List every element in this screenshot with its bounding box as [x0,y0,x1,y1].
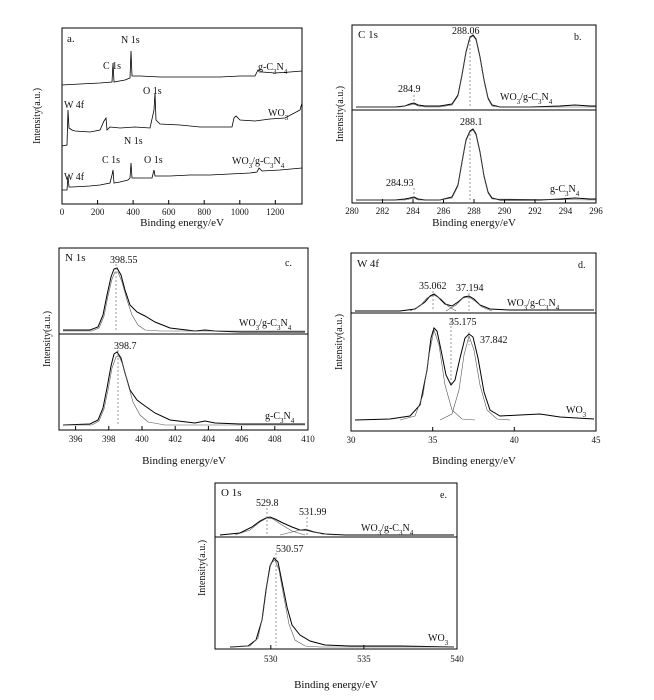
peak-label: 288.1 [460,117,483,128]
peak-label: 37.842 [480,335,508,346]
series-label-wo3-gc3n4: $WO_3/g-C_3N_4$ [500,92,553,106]
peak-label-c1s: C 1s [103,61,122,72]
panel-d-label: d. [578,260,586,271]
series-label-wo3: $WO_3$ [268,108,289,122]
peak-label: 398.7 [114,341,137,352]
panel-b-ticklabel: 288 [467,206,481,216]
panel-b-xticks [345,199,603,216]
peak-label: 529.8 [256,498,279,509]
panel-a-ticklabel: 0 [59,207,65,217]
panel-d-xticks [347,427,602,445]
panel-d-ylabel: Intensity(a.u.) [334,313,345,371]
panel-b-ylabel: Intensity(a.u.) [335,85,346,143]
peak-label-n1s: N 1s [124,136,143,147]
series-label-gc3n4: $g-C_3N_4$ [265,411,295,425]
panel-a-series-wo3 [62,93,302,146]
panel-b-element: C 1s [358,29,378,41]
panel-c-ticklabel: 410 [301,434,315,444]
peak-label: 398.55 [110,255,138,266]
panel-e-element: O 1s [221,487,242,499]
peak-label-w4f: W 4f [64,100,85,111]
panel-d-fit-wo3-2 [440,336,510,420]
peak-label-w4f: W 4f [64,172,85,183]
series-label-wo3-gc3n4: $WO_3/g-C_3N_4$ [361,523,414,537]
panel-b-fit-wo3-gc3n4 [356,36,596,107]
series-label-gc3n4: $g-C_3N_4$ [258,62,288,76]
panel-d-element: W 4f [357,258,380,270]
panel-b-ticklabel: 286 [436,206,451,216]
panel-d [334,253,601,467]
panel-a-ticklabel: 1000 [230,207,249,217]
panel-b-ticklabel: 284 [406,206,420,216]
panel-e [197,483,464,691]
panel-e-label: e. [440,490,447,501]
panel-d-series-wo3 [355,328,594,420]
panel-c-frame [59,248,308,430]
peak-label: 284.93 [386,178,414,189]
panel-a-xticks [60,200,285,217]
peak-label: 35.175 [449,317,477,328]
panel-e-xticks [264,645,464,664]
panel-d-ticklabel: 45 [591,435,601,445]
series-label-wo3-gc3n4: $WO_3/g-C_3N_4$ [239,318,292,332]
peak-label-o1s: O 1s [144,155,163,166]
panel-b-ticklabel: 292 [528,206,542,216]
panel-c-xticks [69,426,315,444]
series-label-wo3: $WO_3$ [566,405,587,419]
panel-e-series-wo3 [230,558,454,647]
panel-d-ticklabel: 35 [428,435,438,445]
series-label-gc3n4: $g-C_3N_4$ [550,184,580,198]
series-label-wo3: $WO_3$ [428,633,449,647]
peak-label: 35.062 [419,281,447,292]
panel-b-ticklabel: 294 [558,206,573,216]
panel-c-ylabel: Intensity(a.u.) [42,310,53,368]
panel-b-label: b. [574,32,582,43]
panel-b-ticklabel: 280 [345,206,359,216]
panel-c-element: N 1s [65,252,86,264]
panel-d-frame [351,253,596,431]
panel-a-series-wo3-gc3n4 [62,163,302,190]
panel-b-ticklabel: 282 [375,206,390,216]
panel-e-xlabel: Binding energy/eV [294,679,378,691]
panel-a-label: a. [67,33,75,45]
panel-b-ticklabel: 290 [497,206,512,216]
panel-c-label: c. [285,258,292,269]
peak-label-c1s: C 1s [102,155,121,166]
panel-a-ticklabel: 1200 [266,207,285,217]
panel-e-ticklabel: 530 [264,654,278,664]
peak-label: 288.06 [452,26,480,37]
peak-label-o1s: O 1s [143,86,162,97]
panel-a-ticklabel: 400 [126,207,140,217]
panel-e-frame [215,483,457,649]
panel-e-fit-wo3 [230,560,454,647]
panel-c-ticklabel: 398 [102,434,116,444]
peak-label: 531.99 [299,507,327,518]
panel-a-ticklabel: 200 [90,207,105,217]
panel-c-xlabel: Binding energy/eV [142,455,226,467]
panel-c-ticklabel: 406 [234,434,249,444]
peak-label-n1s: N 1s [121,35,140,46]
panel-b-ticklabel: 296 [589,206,603,216]
panel-c-ticklabel: 404 [201,434,216,444]
panel-b-frame [352,25,596,203]
panel-d-xlabel: Binding energy/eV [432,455,516,467]
panel-e-ylabel: Intensity(a.u.) [197,539,208,597]
panel-a-ylabel: Intensity(a.u.) [32,87,43,145]
panel-b-xlabel: Binding energy/eV [432,217,516,229]
panel-a [32,28,302,229]
panel-d-ticklabel: 40 [509,435,519,445]
series-label-wo3-gc3n4: $WO_3/g-C_3N_4$ [232,156,285,170]
panel-e-ticklabel: 535 [357,654,371,664]
panel-d-ticklabel: 30 [346,435,356,445]
peak-label: 37.194 [456,283,484,294]
panel-e-fit-wo3-gc3n4-1 [235,518,305,535]
peak-label: 284.9 [398,84,421,95]
series-label-wo3-gc3n4: $WO_3/g-C_3N_4$ [507,298,560,312]
panel-e-ticklabel: 540 [450,654,464,664]
panel-a-xlabel: Binding energy/eV [140,217,224,229]
panel-b-series-wo3-gc3n4 [356,35,596,107]
panel-a-ticklabel: 800 [197,207,211,217]
panel-a-ticklabel: 600 [161,207,176,217]
panel-c-ticklabel: 396 [68,434,83,444]
panel-c-ticklabel: 408 [268,434,282,444]
panel-a-frame [62,28,302,204]
panel-b [335,25,603,229]
panel-c-ticklabel: 400 [135,434,149,444]
panel-c-ticklabel: 402 [168,434,182,444]
panel-c [42,248,315,467]
peak-label: 530.57 [276,544,304,555]
